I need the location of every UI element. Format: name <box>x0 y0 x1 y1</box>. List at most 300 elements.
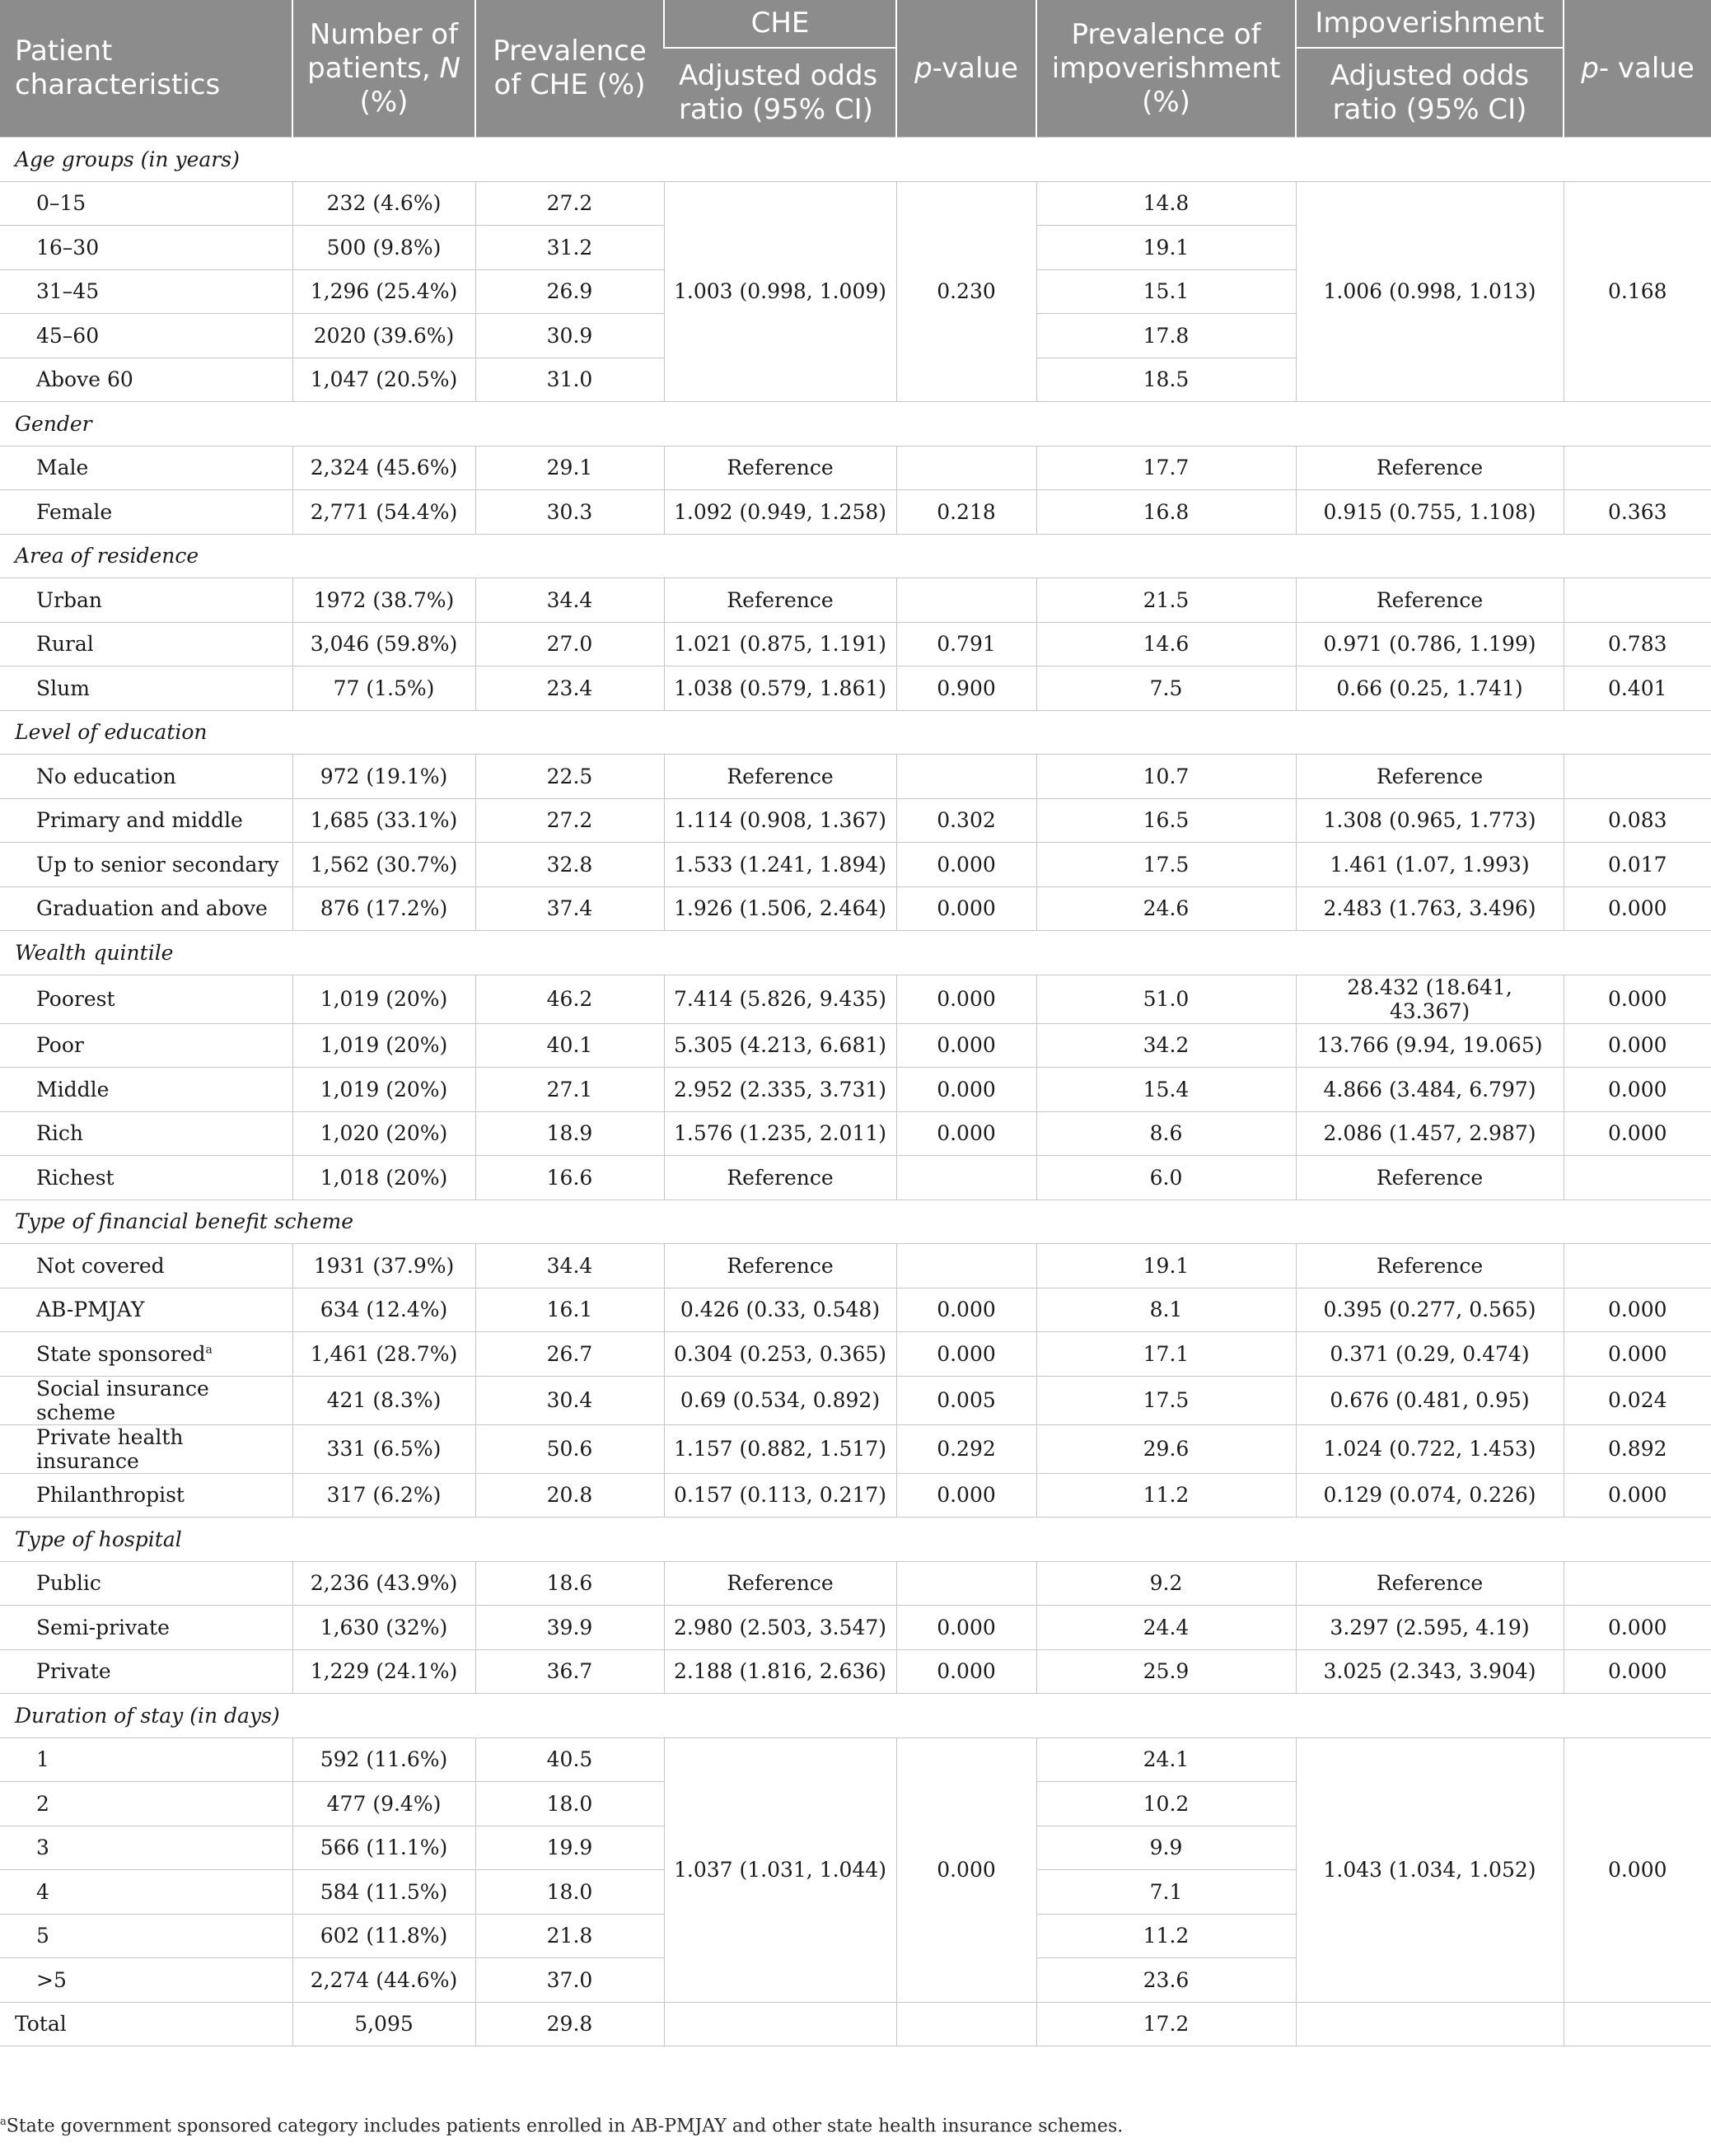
cell-p-value-impoverishment: 0.892 <box>1564 1424 1711 1473</box>
table-row <box>0 1737 1711 1782</box>
cell-number-of-patients: 317 (6.2%) <box>292 1473 475 1518</box>
cell-aor-impoverishment: 0.971 (0.786, 1.199) <box>1296 622 1564 666</box>
cell-prevalence-impoverishment: 17.5 <box>1036 1376 1296 1424</box>
row-label: Male <box>0 446 292 490</box>
cell-aor-che: 1.003 (0.998, 1.009) <box>664 181 896 402</box>
cell-p-value-che: 0.292 <box>896 1424 1036 1473</box>
cell-aor-che: Reference <box>664 1156 896 1200</box>
cell-number-of-patients: 1,229 (24.1%) <box>292 1649 475 1694</box>
cell-prevalence-impoverishment: 9.9 <box>1036 1826 1296 1870</box>
cell-prevalence-impoverishment: 24.6 <box>1036 886 1296 931</box>
cell-prevalence-impoverishment: 6.0 <box>1036 1156 1296 1200</box>
cell-prevalence-impoverishment: 10.2 <box>1036 1782 1296 1826</box>
cell-number-of-patients: 2,236 (43.9%) <box>292 1561 475 1606</box>
cell-aor-impoverishment: 0.66 (0.25, 1.741) <box>1296 666 1564 711</box>
cell-aor-impoverishment: 28.432 (18.641, 43.367) <box>1296 975 1564 1023</box>
cell-prevalence-che: 34.4 <box>475 578 664 623</box>
cell-p-value-che: 0.302 <box>896 798 1036 843</box>
row-label: 31–45 <box>0 269 292 314</box>
cell-prevalence-che: 31.2 <box>475 226 664 270</box>
cell-number-of-patients: 1,047 (20.5%) <box>292 358 475 402</box>
row-label: 16–30 <box>0 226 292 270</box>
header-p-value-che: p-value <box>896 0 1036 138</box>
cell-number-of-patients: 876 (17.2%) <box>292 886 475 931</box>
cell-p-value-che: 0.218 <box>896 490 1036 535</box>
section-row-age <box>0 138 1711 182</box>
cell-prevalence-che: 27.0 <box>475 622 664 666</box>
row-label: Slum <box>0 666 292 711</box>
cell-prevalence-che: 21.8 <box>475 1914 664 1958</box>
cell-aor-impoverishment: Reference <box>1296 1244 1564 1288</box>
cell-number-of-patients: 1,019 (20%) <box>292 1068 475 1112</box>
table-row <box>0 1649 1711 1694</box>
cell-prevalence-impoverishment: 19.1 <box>1036 1244 1296 1288</box>
cell-number-of-patients: 1,461 (28.7%) <box>292 1332 475 1377</box>
cell-prevalence-che: 16.1 <box>475 1288 664 1332</box>
table-row <box>0 490 1711 535</box>
row-label: AB-PMJAY <box>0 1288 292 1332</box>
cell-prevalence-impoverishment: 17.5 <box>1036 843 1296 887</box>
cell-p-value-che: 0.791 <box>896 622 1036 666</box>
row-label: Private <box>0 1649 292 1694</box>
empty-cell <box>1564 2002 1711 2046</box>
cell-aor-che: Reference <box>664 1244 896 1288</box>
table-row <box>0 1561 1711 1606</box>
cell-p-value-impoverishment: 0.017 <box>1564 843 1711 887</box>
cell-number-of-patients: 77 (1.5%) <box>292 666 475 711</box>
row-label: Poorest <box>0 975 292 1023</box>
table-row <box>0 1332 1711 1377</box>
cell-p-value-impoverishment: 0.000 <box>1564 1649 1711 1694</box>
cell-prevalence-che: 29.1 <box>475 446 664 490</box>
cell-prevalence-che: 27.2 <box>475 798 664 843</box>
cell-p-value-impoverishment: 0.000 <box>1564 886 1711 931</box>
cell-p-value-che <box>896 578 1036 623</box>
cell-p-value-impoverishment: 0.083 <box>1564 798 1711 843</box>
section-title: Age groups (in years) <box>0 138 1711 182</box>
row-label: Middle <box>0 1068 292 1112</box>
cell-p-value-impoverishment: 0.783 <box>1564 622 1711 666</box>
section-title: Level of education <box>0 710 1711 755</box>
cell-aor-impoverishment: Reference <box>1296 578 1564 623</box>
cell-number-of-patients: 972 (19.1%) <box>292 755 475 799</box>
cell-prevalence-che: 40.5 <box>475 1737 664 1782</box>
cell-prevalence-impoverishment: 18.5 <box>1036 358 1296 402</box>
row-label: No education <box>0 755 292 799</box>
cell-aor-impoverishment: 4.866 (3.484, 6.797) <box>1296 1068 1564 1112</box>
row-label: Richest <box>0 1156 292 1200</box>
cell-aor-che: 1.038 (0.579, 1.861) <box>664 666 896 711</box>
section-row-stay <box>0 1694 1711 1738</box>
cell-p-value-che: 0.000 <box>896 1473 1036 1518</box>
cell-p-value-impoverishment <box>1564 755 1711 799</box>
cell-p-value-impoverishment: 0.000 <box>1564 1068 1711 1112</box>
row-label: Graduation and above <box>0 886 292 931</box>
row-label: Semi-private <box>0 1606 292 1650</box>
table-row <box>0 1244 1711 1288</box>
cell-prevalence-che: 23.4 <box>475 666 664 711</box>
table-row <box>0 622 1711 666</box>
cell-prevalence-impoverishment: 14.8 <box>1036 181 1296 226</box>
cell-aor-che: 2.188 (1.816, 2.636) <box>664 1649 896 1694</box>
cell-prevalence-che: 36.7 <box>475 1649 664 1694</box>
header-prevalence-impoverishment: Prevalence of impoverishment (%) <box>1036 0 1296 138</box>
cell-p-value-impoverishment: 0.363 <box>1564 490 1711 535</box>
section-row-wealth <box>0 931 1711 975</box>
cell-p-value-impoverishment: 0.000 <box>1564 1288 1711 1332</box>
cell-prevalence-che: 22.5 <box>475 755 664 799</box>
cell-number-of-patients: 1,019 (20%) <box>292 1023 475 1068</box>
cell-p-value-che <box>896 1156 1036 1200</box>
cell-aor-che: 0.157 (0.113, 0.217) <box>664 1473 896 1518</box>
section-title: Gender <box>0 402 1711 447</box>
cell-number-of-patients: 566 (11.1%) <box>292 1826 475 1870</box>
section-title: Area of residence <box>0 534 1711 578</box>
row-label: 2 <box>0 1782 292 1826</box>
table-row <box>0 1068 1711 1112</box>
header-p-value-impoverishment: p- value <box>1564 0 1711 138</box>
cell-prevalence-impoverishment: 7.1 <box>1036 1870 1296 1915</box>
row-label: Rural <box>0 622 292 666</box>
cell-aor-impoverishment: 2.483 (1.763, 3.496) <box>1296 886 1564 931</box>
cell-number-of-patients: 592 (11.6%) <box>292 1737 475 1782</box>
row-label: Up to senior secondary <box>0 843 292 887</box>
cell-prevalence-che: 19.9 <box>475 1826 664 1870</box>
cell-p-value-impoverishment: 0.000 <box>1564 1737 1711 2002</box>
cell-prevalence-impoverishment: 10.7 <box>1036 755 1296 799</box>
cell-p-value-impoverishment: 0.000 <box>1564 1332 1711 1377</box>
section-row-hospital <box>0 1518 1711 1562</box>
table-row <box>0 1606 1711 1650</box>
row-label: Female <box>0 490 292 535</box>
table-row <box>0 181 1711 226</box>
cell-number-of-patients: 1,018 (20%) <box>292 1156 475 1200</box>
cell-number-of-patients: 634 (12.4%) <box>292 1288 475 1332</box>
cell-aor-impoverishment: 13.766 (9.94, 19.065) <box>1296 1023 1564 1068</box>
row-label: Primary and middle <box>0 798 292 843</box>
cell-p-value-che: 0.900 <box>896 666 1036 711</box>
table-row <box>0 886 1711 931</box>
cell-aor-impoverishment: 0.371 (0.29, 0.474) <box>1296 1332 1564 1377</box>
cell-number-of-patients: 1,019 (20%) <box>292 975 475 1023</box>
row-label: State sponsored$^a$ <box>0 1332 292 1377</box>
cell-prevalence-impoverishment: 8.1 <box>1036 1288 1296 1332</box>
cell-p-value-che: 0.000 <box>896 1332 1036 1377</box>
total-number-of-patients: 5,095 <box>292 2002 475 2046</box>
cell-p-value-che: 0.000 <box>896 975 1036 1023</box>
cell-aor-impoverishment: 1.461 (1.07, 1.993) <box>1296 843 1564 887</box>
cell-number-of-patients: 1972 (38.7%) <box>292 578 475 623</box>
row-label: Social insurance scheme <box>0 1376 292 1424</box>
cell-p-value-che: 0.000 <box>896 1288 1036 1332</box>
cell-number-of-patients: 1931 (37.9%) <box>292 1244 475 1288</box>
table-row <box>0 1288 1711 1332</box>
section-row-gender <box>0 402 1711 447</box>
cell-aor-impoverishment: 1.308 (0.965, 1.773) <box>1296 798 1564 843</box>
row-label: >5 <box>0 1958 292 2003</box>
cell-aor-impoverishment: Reference <box>1296 755 1564 799</box>
cell-aor-che: 1.021 (0.875, 1.191) <box>664 622 896 666</box>
cell-p-value-che: 0.000 <box>896 1649 1036 1694</box>
cell-number-of-patients: 1,685 (33.1%) <box>292 798 475 843</box>
header-number-of-patients: Number of patients, N (%) <box>292 0 475 138</box>
cell-prevalence-che: 18.6 <box>475 1561 664 1606</box>
cell-aor-che: 7.414 (5.826, 9.435) <box>664 975 896 1023</box>
row-label: Not covered <box>0 1244 292 1288</box>
table-row <box>0 1473 1711 1518</box>
cell-prevalence-che: 30.9 <box>475 314 664 358</box>
cell-number-of-patients: 1,562 (30.7%) <box>292 843 475 887</box>
cell-number-of-patients: 2,771 (54.4%) <box>292 490 475 535</box>
table-row <box>0 843 1711 887</box>
cell-prevalence-che: 30.3 <box>475 490 664 535</box>
cell-prevalence-impoverishment: 11.2 <box>1036 1473 1296 1518</box>
cell-aor-impoverishment: 2.086 (1.457, 2.987) <box>1296 1111 1564 1156</box>
cell-prevalence-che: 26.7 <box>475 1332 664 1377</box>
cell-number-of-patients: 232 (4.6%) <box>292 181 475 226</box>
cell-number-of-patients: 2,274 (44.6%) <box>292 1958 475 2003</box>
table-row <box>0 578 1711 623</box>
cell-prevalence-impoverishment: 14.6 <box>1036 622 1296 666</box>
section-title: Type of hospital <box>0 1518 1711 1562</box>
cell-p-value-che <box>896 755 1036 799</box>
cell-prevalence-impoverishment: 15.4 <box>1036 1068 1296 1112</box>
table-row <box>0 1023 1711 1068</box>
row-label: Rich <box>0 1111 292 1156</box>
cell-prevalence-che: 18.0 <box>475 1870 664 1915</box>
cell-p-value-impoverishment: 0.000 <box>1564 1023 1711 1068</box>
total-row <box>0 2002 1711 2046</box>
cell-aor-che: Reference <box>664 446 896 490</box>
total-label: Total <box>0 2002 292 2046</box>
cell-aor-che: 0.69 (0.534, 0.892) <box>664 1376 896 1424</box>
cell-aor-che: 1.037 (1.031, 1.044) <box>664 1737 896 2002</box>
table-row <box>0 798 1711 843</box>
cell-prevalence-che: 27.2 <box>475 181 664 226</box>
cell-prevalence-che: 46.2 <box>475 975 664 1023</box>
cell-aor-che: 0.304 (0.253, 0.365) <box>664 1332 896 1377</box>
section-title: Duration of stay (in days) <box>0 1694 1711 1738</box>
cell-p-value-che <box>896 1244 1036 1288</box>
cell-number-of-patients: 2020 (39.6%) <box>292 314 475 358</box>
cell-aor-che: Reference <box>664 755 896 799</box>
cell-prevalence-impoverishment: 51.0 <box>1036 975 1296 1023</box>
cell-prevalence-impoverishment: 17.8 <box>1036 314 1296 358</box>
section-title: Type of financial benefit scheme <box>0 1200 1711 1244</box>
header-patient-characteristics: Patient characteristics <box>0 0 292 138</box>
row-label: 45–60 <box>0 314 292 358</box>
cell-p-value-impoverishment: 0.000 <box>1564 975 1711 1023</box>
row-label: Poor <box>0 1023 292 1068</box>
row-label: 1 <box>0 1737 292 1782</box>
cell-number-of-patients: 421 (8.3%) <box>292 1376 475 1424</box>
cell-prevalence-impoverishment: 25.9 <box>1036 1649 1296 1694</box>
empty-cell <box>664 2002 896 2046</box>
cell-p-value-che: 0.000 <box>896 843 1036 887</box>
table-row <box>0 1156 1711 1200</box>
cell-number-of-patients: 2,324 (45.6%) <box>292 446 475 490</box>
total-prevalence-che: 29.8 <box>475 2002 664 2046</box>
table-row <box>0 755 1711 799</box>
cell-prevalence-impoverishment: 16.8 <box>1036 490 1296 535</box>
cell-p-value-impoverishment <box>1564 1244 1711 1288</box>
cell-prevalence-impoverishment: 29.6 <box>1036 1424 1296 1473</box>
cell-number-of-patients: 500 (9.8%) <box>292 226 475 270</box>
cell-number-of-patients: 331 (6.5%) <box>292 1424 475 1473</box>
table-header <box>0 0 1711 138</box>
cell-prevalence-che: 32.8 <box>475 843 664 887</box>
cell-prevalence-impoverishment: 24.1 <box>1036 1737 1296 1782</box>
cell-number-of-patients: 602 (11.8%) <box>292 1914 475 1958</box>
cell-aor-che: 5.305 (4.213, 6.681) <box>664 1023 896 1068</box>
empty-cell <box>1296 2002 1564 2046</box>
row-label: 5 <box>0 1914 292 1958</box>
cell-prevalence-che: 37.0 <box>475 1958 664 2003</box>
cell-prevalence-che: 40.1 <box>475 1023 664 1068</box>
cell-prevalence-che: 20.8 <box>475 1473 664 1518</box>
cell-p-value-che <box>896 446 1036 490</box>
row-label: Above 60 <box>0 358 292 402</box>
cell-aor-impoverishment: 0.676 (0.481, 0.95) <box>1296 1376 1564 1424</box>
row-label: Urban <box>0 578 292 623</box>
table-row <box>0 446 1711 490</box>
cell-prevalence-che: 16.6 <box>475 1156 664 1200</box>
cell-aor-che: 2.980 (2.503, 3.547) <box>664 1606 896 1650</box>
cell-p-value-che: 0.005 <box>896 1376 1036 1424</box>
cell-number-of-patients: 477 (9.4%) <box>292 1782 475 1826</box>
cell-aor-che: 1.926 (1.506, 2.464) <box>664 886 896 931</box>
cell-prevalence-impoverishment: 24.4 <box>1036 1606 1296 1650</box>
cell-p-value-che: 0.000 <box>896 1606 1036 1650</box>
cell-p-value-impoverishment <box>1564 1561 1711 1606</box>
cell-p-value-che: 0.000 <box>896 1068 1036 1112</box>
cell-aor-impoverishment: 1.043 (1.034, 1.052) <box>1296 1737 1564 2002</box>
cell-aor-impoverishment: 3.025 (2.343, 3.904) <box>1296 1649 1564 1694</box>
cell-prevalence-che: 31.0 <box>475 358 664 402</box>
cell-prevalence-impoverishment: 17.7 <box>1036 446 1296 490</box>
cell-p-value-impoverishment: 0.000 <box>1564 1473 1711 1518</box>
table-body <box>0 138 1711 2046</box>
cell-aor-impoverishment: Reference <box>1296 1156 1564 1200</box>
cell-p-value-impoverishment: 0.168 <box>1564 181 1711 402</box>
cell-aor-che: 2.952 (2.335, 3.731) <box>664 1068 896 1112</box>
cell-aor-impoverishment: 0.395 (0.277, 0.565) <box>1296 1288 1564 1332</box>
cell-p-value-che: 0.230 <box>896 181 1036 402</box>
row-label: Private health insurance <box>0 1424 292 1473</box>
cell-prevalence-che: 18.9 <box>475 1111 664 1156</box>
row-label: 4 <box>0 1870 292 1915</box>
cell-prevalence-che: 26.9 <box>475 269 664 314</box>
cell-aor-impoverishment: 0.915 (0.755, 1.108) <box>1296 490 1564 535</box>
cell-p-value-impoverishment: 0.000 <box>1564 1606 1711 1650</box>
cell-number-of-patients: 584 (11.5%) <box>292 1870 475 1915</box>
cell-aor-impoverishment: 1.024 (0.722, 1.453) <box>1296 1424 1564 1473</box>
header-group-che: CHE <box>664 0 896 48</box>
cell-p-value-che: 0.000 <box>896 886 1036 931</box>
table-row <box>0 975 1711 1023</box>
cell-p-value-impoverishment: 0.401 <box>1564 666 1711 711</box>
cell-prevalence-impoverishment: 8.6 <box>1036 1111 1296 1156</box>
header-aor-impoverishment: Adjusted odds ratio (95% CI) <box>1296 48 1564 138</box>
cell-p-value-impoverishment: 0.000 <box>1564 1111 1711 1156</box>
section-row-residence <box>0 534 1711 578</box>
header-aor-che: Adjusted odds ratio (95% CI) <box>664 48 896 138</box>
cell-aor-impoverishment: 3.297 (2.595, 4.19) <box>1296 1606 1564 1650</box>
cell-aor-impoverishment: 1.006 (0.998, 1.013) <box>1296 181 1564 402</box>
cell-aor-che: Reference <box>664 1561 896 1606</box>
cell-prevalence-che: 39.9 <box>475 1606 664 1650</box>
cell-prevalence-che: 50.6 <box>475 1424 664 1473</box>
cell-aor-che: Reference <box>664 578 896 623</box>
section-row-education <box>0 710 1711 755</box>
cell-prevalence-impoverishment: 15.1 <box>1036 269 1296 314</box>
cell-number-of-patients: 1,296 (25.4%) <box>292 269 475 314</box>
row-label: 3 <box>0 1826 292 1870</box>
cell-prevalence-impoverishment: 16.5 <box>1036 798 1296 843</box>
cell-prevalence-impoverishment: 23.6 <box>1036 1958 1296 2003</box>
cell-p-value-impoverishment <box>1564 1156 1711 1200</box>
cell-p-value-che: 0.000 <box>896 1023 1036 1068</box>
cell-p-value-impoverishment <box>1564 446 1711 490</box>
cell-aor-che: 0.426 (0.33, 0.548) <box>664 1288 896 1332</box>
cell-prevalence-che: 34.4 <box>475 1244 664 1288</box>
cell-prevalence-che: 27.1 <box>475 1068 664 1112</box>
cell-p-value-che: 0.000 <box>896 1111 1036 1156</box>
cell-prevalence-impoverishment: 11.2 <box>1036 1914 1296 1958</box>
cell-number-of-patients: 1,020 (20%) <box>292 1111 475 1156</box>
row-label: 0–15 <box>0 181 292 226</box>
cell-prevalence-impoverishment: 34.2 <box>1036 1023 1296 1068</box>
footnote-mark: a <box>205 1343 213 1357</box>
row-label: Public <box>0 1561 292 1606</box>
table-row <box>0 1111 1711 1156</box>
section-row-scheme <box>0 1200 1711 1244</box>
cell-prevalence-impoverishment: 7.5 <box>1036 666 1296 711</box>
cell-aor-impoverishment: 0.129 (0.074, 0.226) <box>1296 1473 1564 1518</box>
cell-aor-impoverishment: Reference <box>1296 446 1564 490</box>
cell-prevalence-impoverishment: 17.1 <box>1036 1332 1296 1377</box>
cell-aor-impoverishment: Reference <box>1296 1561 1564 1606</box>
total-prevalence-impoverishment: 17.2 <box>1036 2002 1296 2046</box>
row-label: Philanthropist <box>0 1473 292 1518</box>
table-footnote: $^a$State government sponsored category includes patients enrolled in AB-PMJAY and other state health insurance schemes. <box>0 2116 1124 2137</box>
cell-p-value-impoverishment <box>1564 578 1711 623</box>
cell-prevalence-che: 37.4 <box>475 886 664 931</box>
cell-prevalence-impoverishment: 19.1 <box>1036 226 1296 270</box>
empty-cell <box>896 2002 1036 2046</box>
cell-prevalence-che: 18.0 <box>475 1782 664 1826</box>
cell-p-value-che: 0.000 <box>896 1737 1036 2002</box>
table-row <box>0 666 1711 711</box>
table-row <box>0 1376 1711 1424</box>
header-group-impoverishment: Impoverishment <box>1296 0 1564 48</box>
cell-aor-che: 1.576 (1.235, 2.011) <box>664 1111 896 1156</box>
cell-prevalence-che: 30.4 <box>475 1376 664 1424</box>
header-prevalence-che: Prevalence of CHE (%) <box>475 0 664 138</box>
cell-aor-che: 1.114 (0.908, 1.367) <box>664 798 896 843</box>
section-title: Wealth quintile <box>0 931 1711 975</box>
table-row <box>0 1424 1711 1473</box>
cell-aor-che: 1.533 (1.241, 1.894) <box>664 843 896 887</box>
cell-number-of-patients: 3,046 (59.8%) <box>292 622 475 666</box>
cell-prevalence-impoverishment: 21.5 <box>1036 578 1296 623</box>
cell-p-value-impoverishment: 0.024 <box>1564 1376 1711 1424</box>
cell-aor-che: 1.092 (0.949, 1.258) <box>664 490 896 535</box>
cell-aor-che: 1.157 (0.882, 1.517) <box>664 1424 896 1473</box>
cell-p-value-che <box>896 1561 1036 1606</box>
cell-number-of-patients: 1,630 (32%) <box>292 1606 475 1650</box>
cell-prevalence-impoverishment: 9.2 <box>1036 1561 1296 1606</box>
